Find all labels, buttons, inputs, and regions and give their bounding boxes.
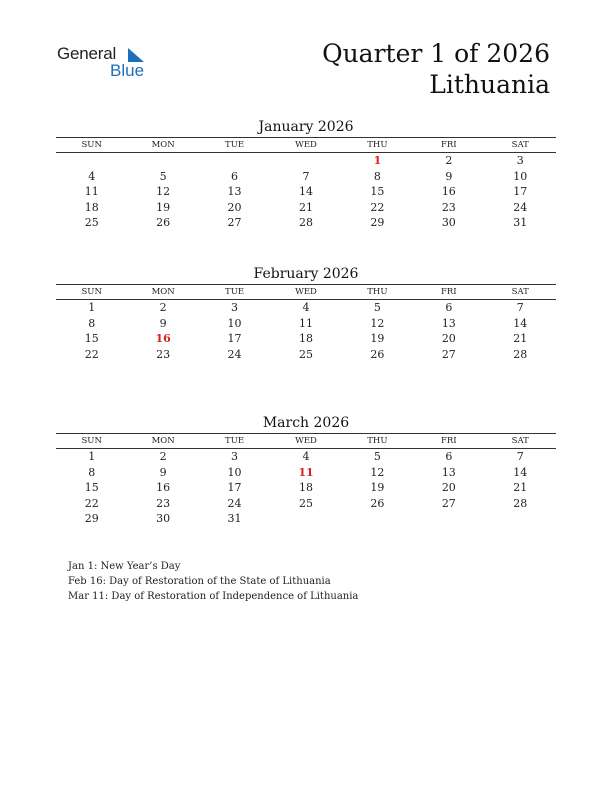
day-cell: 9	[159, 316, 167, 330]
weekday-header: SAT	[511, 436, 529, 446]
weekday-header: SUN	[81, 140, 102, 150]
day-cell: 20	[441, 481, 456, 495]
weekday-header-row	[56, 137, 556, 153]
day-cell: 28	[513, 347, 528, 361]
day-cell: 5	[373, 450, 381, 463]
logo-text-general: General	[57, 44, 117, 63]
day-cell: 24	[227, 496, 242, 510]
holiday-day-cell: 1	[373, 154, 382, 167]
empty-day-cell	[270, 153, 341, 169]
day-cell: 19	[156, 200, 171, 214]
day-cell: 2	[445, 154, 453, 167]
day-cell: 9	[159, 465, 167, 479]
holiday-note: Mar 11: Day of Restoration of Independence of Lithuania	[68, 591, 359, 602]
day-cell: 7	[516, 450, 524, 463]
week-row	[56, 184, 556, 200]
day-cell: 12	[370, 316, 385, 330]
week-row	[56, 480, 556, 496]
day-cell: 12	[370, 465, 385, 479]
day-cell: 21	[513, 332, 528, 346]
day-cell: 10	[227, 465, 242, 479]
day-cell: 6	[231, 169, 239, 183]
day-cell: 27	[227, 216, 242, 230]
brand-logo	[57, 44, 157, 82]
day-cell: 2	[159, 301, 167, 314]
day-cell: 15	[84, 481, 99, 495]
empty-day-cell	[270, 511, 341, 527]
week-row	[56, 449, 556, 465]
weekday-header: SAT	[511, 140, 529, 150]
day-cell: 14	[513, 465, 528, 479]
day-cell: 8	[88, 316, 96, 330]
weekday-header: FRI	[440, 436, 457, 446]
day-cell: 24	[513, 200, 528, 214]
weekday-header: THU	[367, 436, 388, 446]
holiday-note: Jan 1: New Year’s Day	[68, 561, 181, 572]
day-cell: 24	[227, 347, 242, 361]
weekday-header: THU	[367, 140, 388, 150]
day-cell: 6	[445, 450, 453, 463]
empty-day-cell	[485, 511, 556, 527]
week-row	[56, 347, 556, 363]
holiday-day-cell: 16	[155, 332, 171, 346]
weekday-header: TUE	[225, 140, 245, 150]
day-cell: 14	[513, 316, 528, 330]
day-cell: 25	[298, 347, 313, 361]
day-cell: 22	[84, 496, 99, 510]
weekday-header: THU	[367, 287, 388, 297]
day-cell: 5	[373, 301, 381, 314]
weekday-header: WED	[295, 140, 317, 150]
weekday-header: MON	[151, 287, 175, 297]
day-cell: 13	[441, 316, 456, 330]
weekday-header: SAT	[511, 287, 529, 297]
week-row	[56, 215, 556, 231]
day-cell: 2	[159, 450, 167, 463]
weekday-header: SUN	[81, 436, 102, 446]
day-cell: 31	[227, 512, 242, 526]
day-cell: 18	[84, 200, 99, 214]
day-cell: 27	[441, 496, 456, 510]
weekday-header: WED	[295, 436, 317, 446]
day-cell: 16	[156, 481, 171, 495]
weekday-header: TUE	[225, 287, 245, 297]
day-cell: 30	[156, 512, 171, 526]
day-cell: 19	[370, 332, 385, 346]
week-row	[56, 300, 556, 316]
title-country: Lithuania	[429, 70, 550, 99]
weekday-header: MON	[151, 140, 175, 150]
day-cell: 27	[441, 347, 456, 361]
week-row	[56, 511, 556, 527]
weekday-header: SUN	[81, 287, 102, 297]
day-cell: 5	[159, 169, 167, 183]
day-cell: 28	[513, 496, 528, 510]
day-cell: 31	[513, 216, 528, 230]
empty-day-cell	[199, 153, 270, 169]
weekday-header-row	[56, 284, 556, 300]
day-cell: 23	[156, 347, 171, 361]
day-cell: 30	[441, 216, 456, 230]
day-cell: 20	[441, 332, 456, 346]
day-cell: 22	[370, 200, 385, 214]
holiday-notes	[68, 559, 358, 604]
day-cell: 7	[516, 301, 524, 314]
day-cell: 29	[84, 512, 99, 526]
day-cell: 3	[231, 450, 239, 463]
day-cell: 3	[516, 154, 524, 167]
weekday-header: TUE	[225, 436, 245, 446]
day-cell: 1	[88, 450, 96, 463]
day-cell: 26	[370, 496, 385, 510]
day-cell: 4	[302, 301, 310, 314]
day-cell: 14	[298, 185, 313, 199]
day-cell: 29	[370, 216, 385, 230]
day-cell: 1	[88, 301, 96, 314]
day-cell: 4	[302, 450, 310, 463]
day-cell: 25	[298, 496, 313, 510]
week-row	[56, 496, 556, 512]
day-cell: 26	[156, 216, 171, 230]
empty-day-cell	[127, 153, 198, 169]
week-row	[56, 153, 556, 169]
day-cell: 15	[84, 332, 99, 346]
day-cell: 13	[441, 465, 456, 479]
day-cell: 17	[227, 332, 242, 346]
day-cell: 23	[156, 496, 171, 510]
month-calendar	[56, 264, 556, 362]
day-cell: 11	[298, 316, 313, 330]
day-cell: 16	[441, 185, 456, 199]
holiday-day-cell: 11	[298, 465, 314, 479]
weekday-header: MON	[151, 436, 175, 446]
day-cell: 7	[302, 169, 310, 183]
day-cell: 21	[513, 481, 528, 495]
day-cell: 15	[370, 185, 385, 199]
empty-day-cell	[342, 511, 413, 527]
day-cell: 23	[441, 200, 456, 214]
title-quarter: Quarter 1 of 2026	[322, 39, 550, 68]
logo-text-blue: Blue	[110, 61, 145, 80]
day-cell: 17	[227, 481, 242, 495]
day-cell: 13	[227, 185, 242, 199]
day-cell: 4	[88, 169, 96, 183]
month-title: January 2026	[258, 119, 354, 135]
week-row	[56, 331, 556, 347]
month-title: March 2026	[262, 415, 350, 431]
day-cell: 10	[227, 316, 242, 330]
day-cell: 20	[227, 200, 242, 214]
week-row	[56, 465, 556, 481]
month-title: February 2026	[253, 266, 359, 282]
day-cell: 28	[298, 216, 313, 230]
day-cell: 6	[445, 301, 453, 314]
day-cell: 11	[84, 185, 99, 199]
day-cell: 12	[156, 185, 171, 199]
day-cell: 3	[231, 301, 239, 314]
day-cell: 18	[298, 332, 313, 346]
empty-day-cell	[413, 511, 484, 527]
weekday-header: FRI	[440, 287, 457, 297]
empty-day-cell	[56, 153, 127, 169]
page-title	[322, 38, 550, 100]
month-calendar	[56, 117, 556, 231]
day-cell: 18	[298, 481, 313, 495]
week-row	[56, 169, 556, 185]
month-calendar	[56, 413, 556, 527]
day-cell: 17	[513, 185, 528, 199]
day-cell: 19	[370, 481, 385, 495]
holiday-note: Feb 16: Day of Restoration of the State of Lithuania	[68, 576, 331, 587]
week-row	[56, 316, 556, 332]
day-cell: 26	[370, 347, 385, 361]
day-cell: 21	[298, 200, 313, 214]
weekday-header: WED	[295, 287, 317, 297]
weekday-header-row	[56, 433, 556, 449]
day-cell: 8	[373, 169, 381, 183]
day-cell: 22	[84, 347, 99, 361]
weekday-header: FRI	[440, 140, 457, 150]
day-cell: 8	[88, 465, 96, 479]
day-cell: 10	[513, 169, 528, 183]
day-cell: 25	[84, 216, 99, 230]
day-cell: 9	[445, 169, 453, 183]
week-row	[56, 200, 556, 216]
